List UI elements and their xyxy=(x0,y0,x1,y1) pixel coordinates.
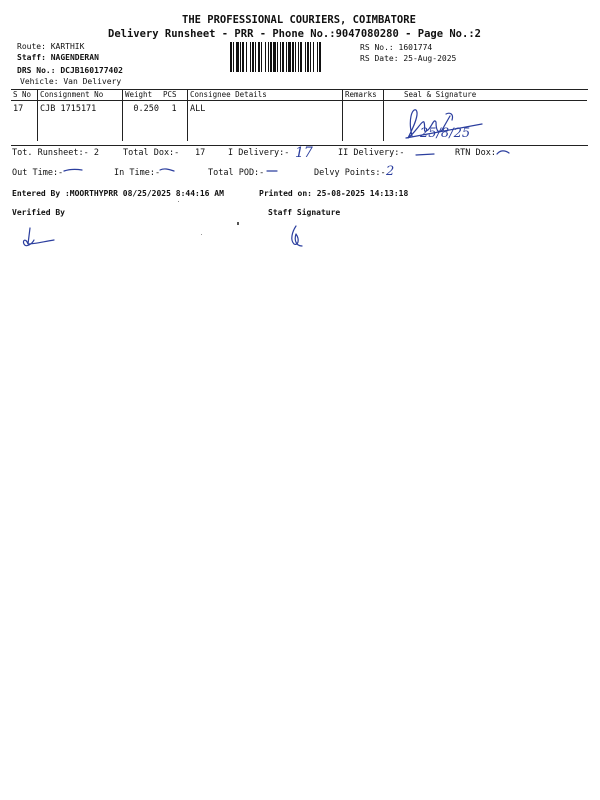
runsheet-table xyxy=(11,89,587,141)
tot-runsheet: Tot. Runsheet:- 2 xyxy=(12,148,99,158)
delvy-points-label: Delvy Points:- xyxy=(314,168,386,178)
verified-by-signature xyxy=(20,224,60,250)
col-pcs: PCS xyxy=(161,89,188,101)
total-pod-dash xyxy=(266,168,278,174)
col-seal-signature: Seal & Signature xyxy=(384,89,588,101)
ii-delivery-dash xyxy=(414,150,436,158)
handwritten-date: 25/8/25 xyxy=(420,126,471,141)
staff-label: Staff: NAGENDERAN xyxy=(17,53,99,62)
total-dox-label: Total Dox:- xyxy=(123,148,180,158)
drs-number: DRS No.: DCJB160177402 xyxy=(17,66,123,75)
rtn-dox-label: RTN Dox: xyxy=(455,148,496,158)
cell-pcs: 1 xyxy=(171,104,177,114)
cell-remarks xyxy=(343,101,384,142)
ii-delivery-label: II Delivery:- xyxy=(338,148,405,158)
col-weight: Weight xyxy=(123,89,162,101)
company-title: THE PROFESSIONAL COURIERS, COIMBATORE xyxy=(182,14,416,26)
speck xyxy=(237,222,239,225)
in-time-dash xyxy=(158,166,176,174)
delvy-points-handwritten: 2 xyxy=(386,164,395,179)
i-delivery-handwritten: 17 xyxy=(295,145,313,161)
i-delivery-label: I Delivery:- xyxy=(228,148,290,158)
rs-date: RS Date: 25-Aug-2025 xyxy=(360,54,457,63)
total-pod-label: Total POD:- xyxy=(208,168,265,178)
route-label: Route: KARTHIK xyxy=(17,42,85,51)
runsheet-subtitle: Delivery Runsheet - PRR - Phone No.:9047080280 - Page No.:2 xyxy=(108,28,481,40)
verified-by-label: Verified By xyxy=(12,208,65,217)
speck xyxy=(201,234,202,235)
staff-signature-label: Staff Signature xyxy=(268,208,341,217)
staff-signature-mark xyxy=(284,222,310,250)
col-sno: S No xyxy=(11,89,38,101)
cell-consignment: CJB 1715171 xyxy=(38,101,123,142)
vehicle-label: Vehicle: Van Delivery xyxy=(20,77,122,86)
rtn-dox-dash xyxy=(495,148,511,156)
out-time-label: Out Time:- xyxy=(12,168,64,178)
rs-number: RS No.: 1601774 xyxy=(360,43,433,52)
table-row xyxy=(11,101,587,142)
col-remarks: Remarks xyxy=(343,89,384,101)
in-time-label: In Time:- xyxy=(114,168,161,178)
cell-consignee: ALL xyxy=(188,101,343,142)
handwritten-signature-table xyxy=(398,100,494,150)
total-dox-value: 17 xyxy=(195,148,206,158)
out-time-dash xyxy=(62,166,84,174)
barcode xyxy=(230,42,356,72)
cell-sno: 17 xyxy=(13,104,24,114)
entered-by: Entered By :MOORTHYPRR 08/25/2025 8:44:16 AM xyxy=(12,189,224,198)
col-consignment: Consignment No xyxy=(38,89,123,101)
table-header-row xyxy=(11,89,587,101)
col-consignee: Consignee Details xyxy=(188,89,343,101)
cell-weight: 0.250 xyxy=(123,101,162,142)
speck xyxy=(178,201,179,202)
printed-on: Printed on: 25-08-2025 14:13:18 xyxy=(259,189,409,198)
